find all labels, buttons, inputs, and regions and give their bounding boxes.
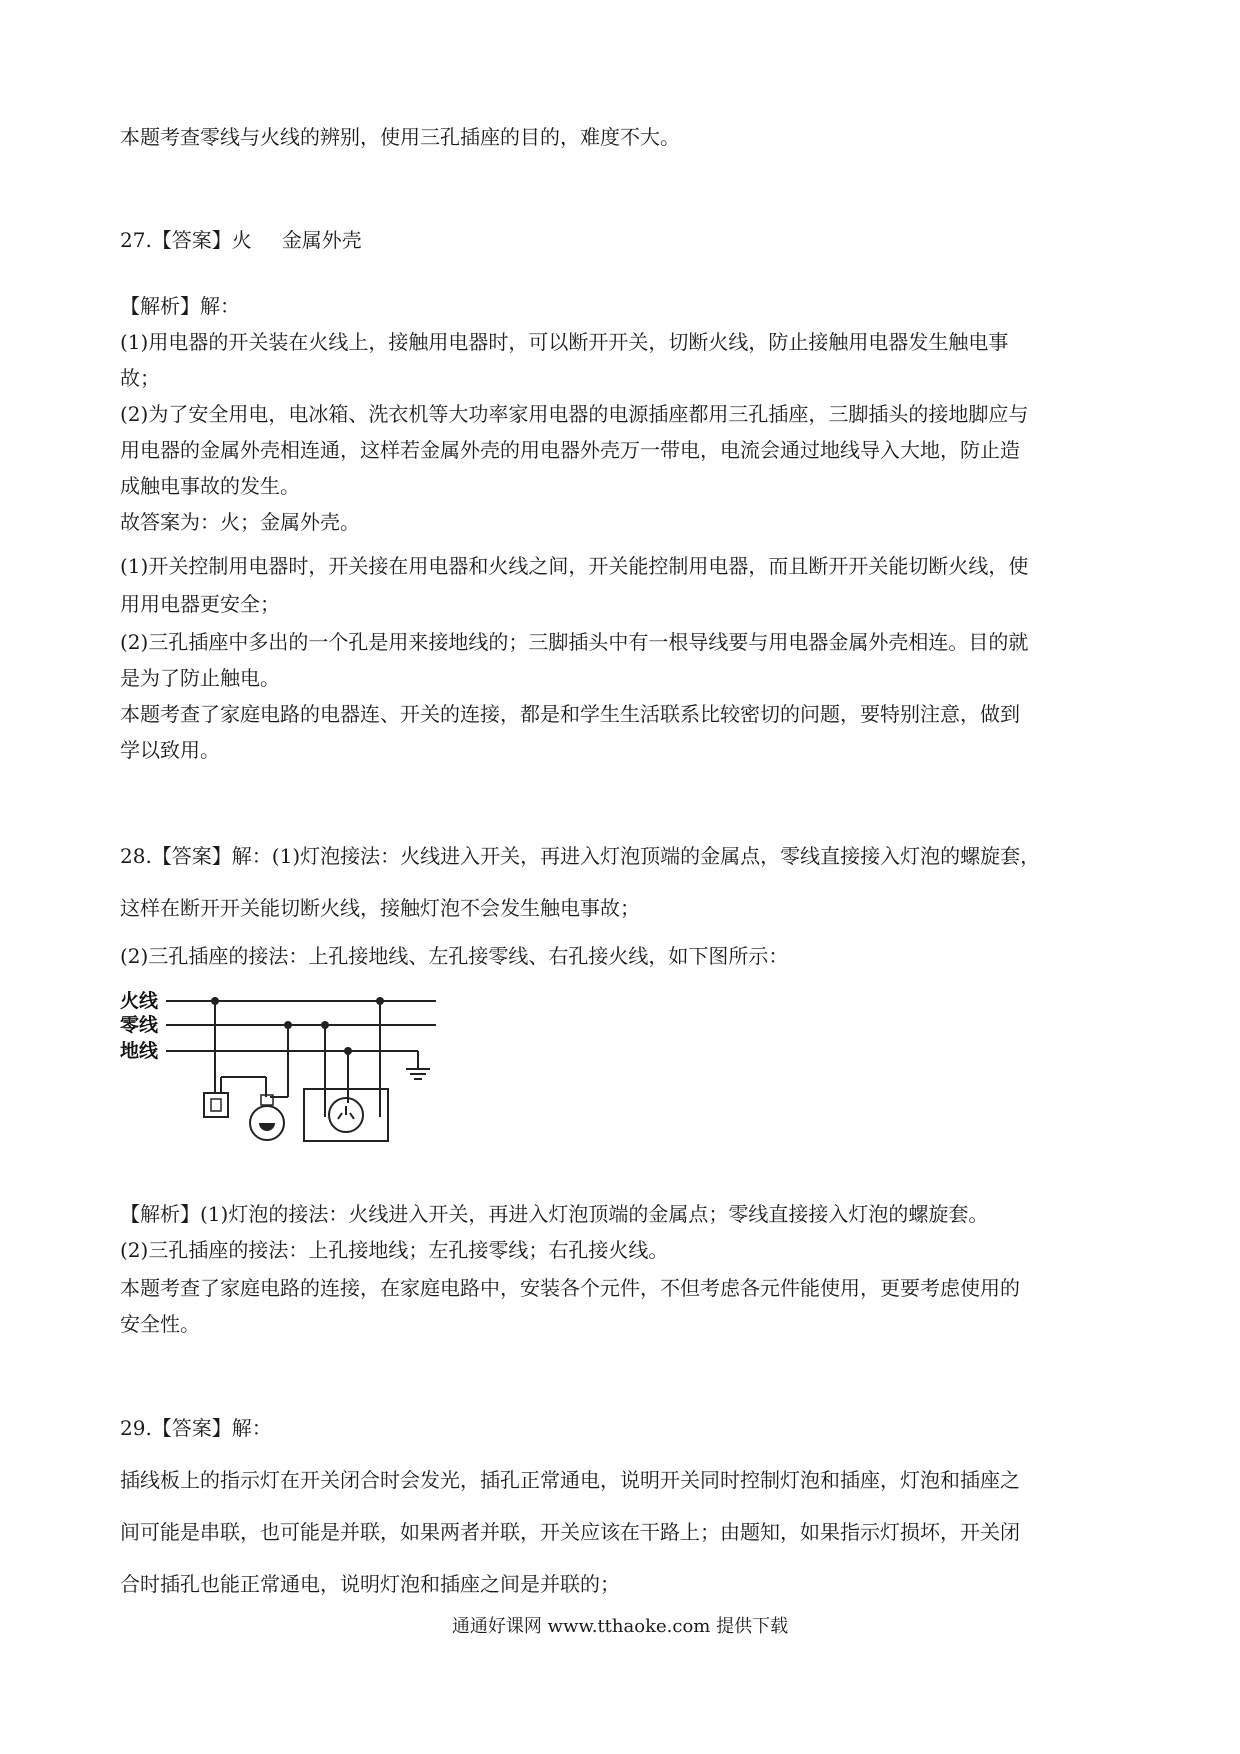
text-line: 【解析】(1)灯泡的接法：火线进入开关，再进入灯泡顶端的金属点；零线直接接入灯泡的螺旋套。 (120, 1202, 989, 1226)
text-line: 是为了防止触电。 (120, 666, 280, 690)
text-line: 本题考查了家庭电路的连接，在家庭电路中，安装各个元件，不但考虑各元件能使用，更要考虑使用的 (120, 1276, 1020, 1300)
text-line: 这样在断开开关能切断火线，接触灯泡不会发生触电事故； (120, 896, 640, 920)
label-live: 火线 (120, 990, 159, 1012)
text-line: 28.【答案】解：(1)灯泡接法：火线进入开关，再进入灯泡顶端的金属点，零线直接接入灯泡的螺旋套， (120, 844, 1041, 868)
text-line: 【解析】解： (120, 294, 240, 318)
text-line: 本题考查了家庭电路的电器连、开关的连接，都是和学生生活联系比较密切的问题，要特别注意，做到 (120, 702, 1020, 726)
text-line: 用用电器更安全； (120, 592, 280, 616)
answer-27-part1: 27.【答案】火 (120, 228, 252, 252)
text-line: (2)三孔插座中多出的一个孔是用来接地线的；三脚插头中有一根导线要与用电器金属外壳相连。目的就 (120, 630, 1029, 654)
text-line: 合时插孔也能正常通电，说明灯泡和插座之间是并联的； (120, 1572, 620, 1596)
text-line: (1)用电器的开关装在火线上，接触用电器时，可以断开开关，切断火线，防止接触用电器发生触电事 (120, 330, 1009, 354)
answer-27 (120, 226, 1130, 254)
text-line: 故答案为：火；金属外壳。 (120, 510, 360, 534)
text-line: 用电器的金属外壳相连通，这样若金属外壳的用电器外壳万一带电，电流会通过地线导入大地，防止造 (120, 438, 1020, 462)
page-footer: 通通好课网 www.tthaoke.com 提供下载 (451, 1616, 789, 1637)
text-line: 29.【答案】解： (120, 1416, 272, 1440)
switch-icon (204, 1093, 228, 1117)
circuit-diagram (118, 985, 448, 1160)
text-line: 成触电事故的发生。 (120, 474, 300, 498)
text-line: 故； (120, 366, 160, 390)
text-line: (1)开关控制用电器时，开关接在用电器和火线之间，开关能控制用电器，而且断开开关能切断火线，使 (120, 554, 1029, 578)
text-line: (2)三孔插座的接法：上孔接地线；左孔接零线；右孔接火线。 (120, 1238, 669, 1262)
label-ground: 地线 (120, 1040, 159, 1062)
label-neutral: 零线 (120, 1014, 159, 1036)
text-line: (2)三孔插座的接法：上孔接地线、左孔接零线、右孔接火线，如下图所示： (120, 944, 789, 968)
text-line: (2)为了安全用电，电冰箱、洗衣机等大功率家用电器的电源插座都用三孔插座，三脚插头的接地脚应与 (120, 402, 1029, 426)
text-line: 安全性。 (120, 1312, 200, 1336)
text-line: 本题考查零线与火线的辨别，使用三孔插座的目的，难度不大。 (120, 125, 680, 149)
text-line: 学以致用。 (120, 738, 220, 762)
text-line: 间可能是串联，也可能是并联，如果两者并联，开关应该在干路上；由题知，如果指示灯损坏，开关闭 (120, 1520, 1020, 1544)
answer-27-part2: 金属外壳 (281, 228, 362, 252)
text-line: 插线板上的指示灯在开关闭合时会发光，插孔正常通电，说明开关同时控制灯泡和插座，灯泡和插座之 (120, 1468, 1020, 1492)
